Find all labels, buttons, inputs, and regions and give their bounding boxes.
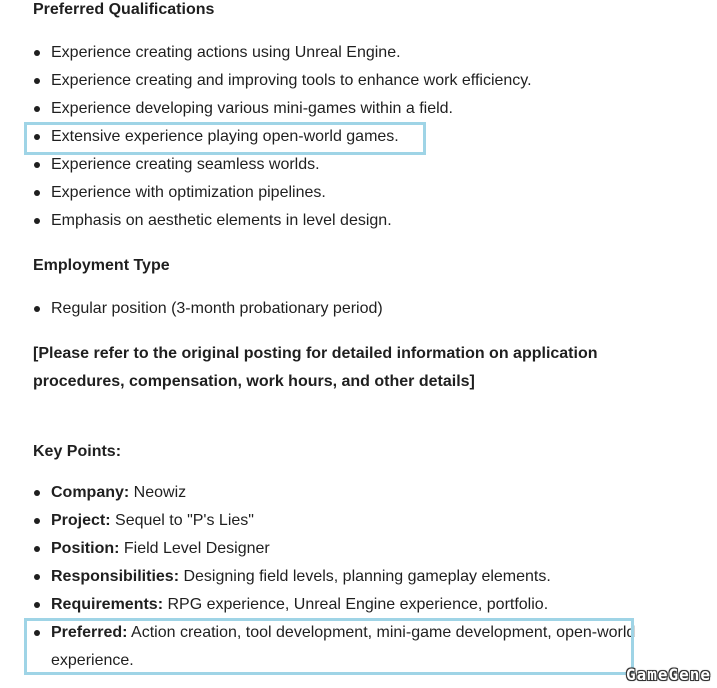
key-point-project	[33, 507, 636, 535]
employment-type-list	[33, 295, 383, 323]
key-point-company	[33, 479, 636, 507]
key-point-text: Neowiz	[129, 484, 187, 501]
key-points-heading: Key Points:	[33, 443, 122, 460]
key-points-list	[33, 479, 636, 675]
list-item: Experience developing various mini-games within a field.	[33, 95, 532, 123]
key-point-responsibilities	[33, 563, 636, 591]
gamegene-watermark-logo: GameGene	[625, 665, 711, 684]
key-point-term: Company:	[51, 484, 130, 501]
key-point-text: Designing field levels, planning gameplay elements.	[179, 568, 551, 585]
list-item: Experience creating actions using Unreal Engine.	[33, 39, 532, 67]
key-point-text: Field Level Designer	[119, 540, 270, 557]
list-item: Experience with optimization pipelines.	[33, 179, 532, 207]
key-point-term: Requirements:	[51, 596, 164, 613]
list-item-highlighted: Extensive experience playing open-world games.	[33, 123, 532, 151]
list-item: Emphasis on aesthetic elements in level design.	[33, 207, 532, 235]
list-item: Experience creating seamless worlds.	[33, 151, 532, 179]
key-point-term: Responsibilities:	[51, 568, 180, 585]
employment-type-heading: Employment Type	[33, 257, 170, 274]
preferred-qualifications-heading: Preferred Qualifications	[33, 1, 215, 18]
application-notice: [Please refer to the original posting for detailed information on application procedures, compensation, work hours, and other details]	[33, 345, 598, 390]
key-point-position	[33, 535, 636, 563]
key-point-text: Sequel to "P's Lies"	[110, 512, 254, 529]
preferred-qualifications-list	[33, 39, 532, 235]
key-point-term: Position:	[51, 540, 120, 557]
key-point-text: Action creation, tool development, mini-game development, open-world experience.	[51, 624, 636, 669]
key-point-term: Project:	[51, 512, 111, 529]
key-point-text: RPG experience, Unreal Engine experience, portfolio.	[163, 596, 549, 613]
key-point-term: Preferred:	[51, 624, 128, 641]
key-point-requirements	[33, 591, 636, 619]
key-point-preferred	[33, 619, 636, 675]
list-item: Experience creating and improving tools to enhance work efficiency.	[33, 67, 532, 95]
list-item: Regular position (3-month probationary period)	[33, 295, 383, 323]
